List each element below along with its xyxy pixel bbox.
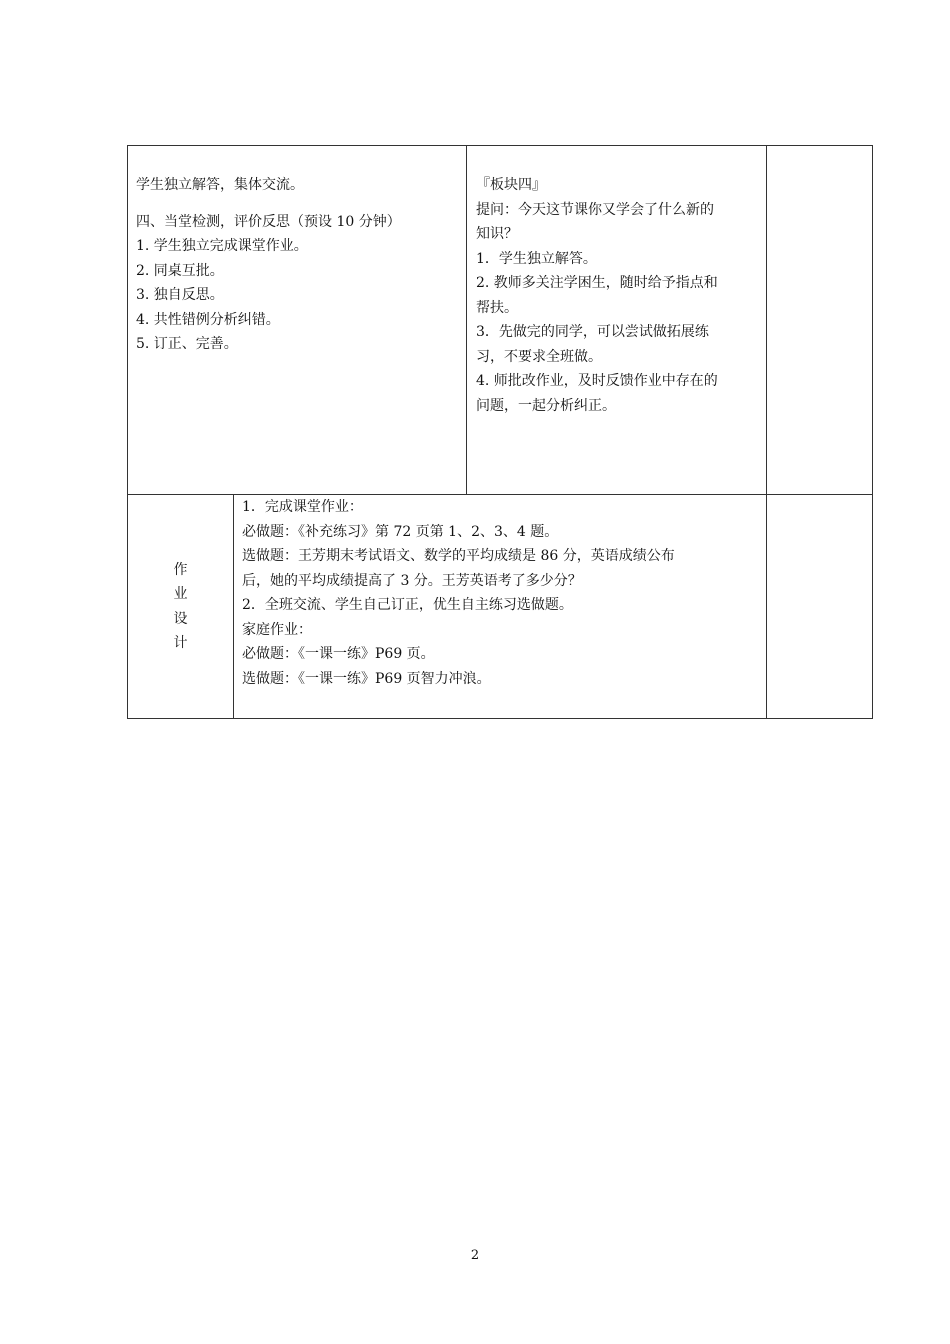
text-line: 1．完成课堂作业： (242, 499, 363, 515)
table-row-homework (128, 495, 873, 719)
list-item: 3．先做完的同学，可以尝试做拓展练 (476, 324, 709, 340)
text-line: 家庭作业： (242, 621, 312, 638)
homework-content-cell (234, 495, 767, 719)
blank-line (136, 198, 458, 210)
label-char: 作 (173, 561, 188, 578)
label-char: 业 (173, 586, 188, 602)
text-line: 必做题：《补充练习》第 72 页第 1、2、3、4 题。 (242, 523, 559, 540)
text-line: 提问：今天这节课你又学会了什么新的 (476, 201, 714, 218)
text-line: 选做题：《一课一练》P69 页智力冲浪。 (242, 670, 491, 687)
text-line: 必做题：《一课一练》P69 页。 (242, 646, 435, 662)
list-item: 4. 师批改作业，及时反馈作业中存在的 (476, 373, 718, 389)
text-line: 帮扶。 (476, 299, 518, 316)
list-item: 1. 学生独立完成课堂作业。 (136, 238, 308, 254)
list-item: 2. 教师多关注学困生，随时给予指点和 (476, 275, 718, 291)
text-line: 知识？ (476, 226, 518, 242)
page-number: 2 (470, 1248, 480, 1263)
homework-label-cell (128, 495, 234, 719)
list-item: 5. 订正、完善。 (136, 336, 238, 352)
label-char: 设 (173, 610, 188, 627)
text-line: 2．全班交流、学生自己订正，优生自主练习选做题。 (242, 597, 573, 613)
student-activity-cell (128, 146, 467, 495)
text-line: 习，不要求全班做。 (476, 348, 602, 365)
list-item: 4. 共性错例分析纠错。 (136, 311, 280, 328)
teacher-activity-cell (467, 146, 767, 495)
text-line: 学生独立解答，集体交流。 (136, 177, 304, 193)
text-line: 选做题：王芳期末考试语文、数学的平均成绩是 86 分，英语成绩公布 (242, 548, 675, 564)
text-line: 问题，一起分析纠正。 (476, 397, 616, 414)
list-item: 2. 同桌互批。 (136, 262, 224, 279)
table-row-activities (128, 146, 873, 495)
section-heading: 四、当堂检测，评价反思（预设 10 分钟） (136, 213, 401, 230)
notes-cell (767, 495, 873, 719)
label-char: 计 (173, 635, 188, 651)
notes-cell (767, 146, 873, 495)
lesson-plan-table (127, 145, 873, 719)
text-line: 后，她的平均成绩提高了 3 分。王芳英语考了多少分？ (242, 572, 582, 589)
list-item: 1．学生独立解答。 (476, 250, 597, 267)
block-heading: 『板块四』 (476, 177, 546, 193)
list-item: 3. 独自反思。 (136, 287, 224, 303)
